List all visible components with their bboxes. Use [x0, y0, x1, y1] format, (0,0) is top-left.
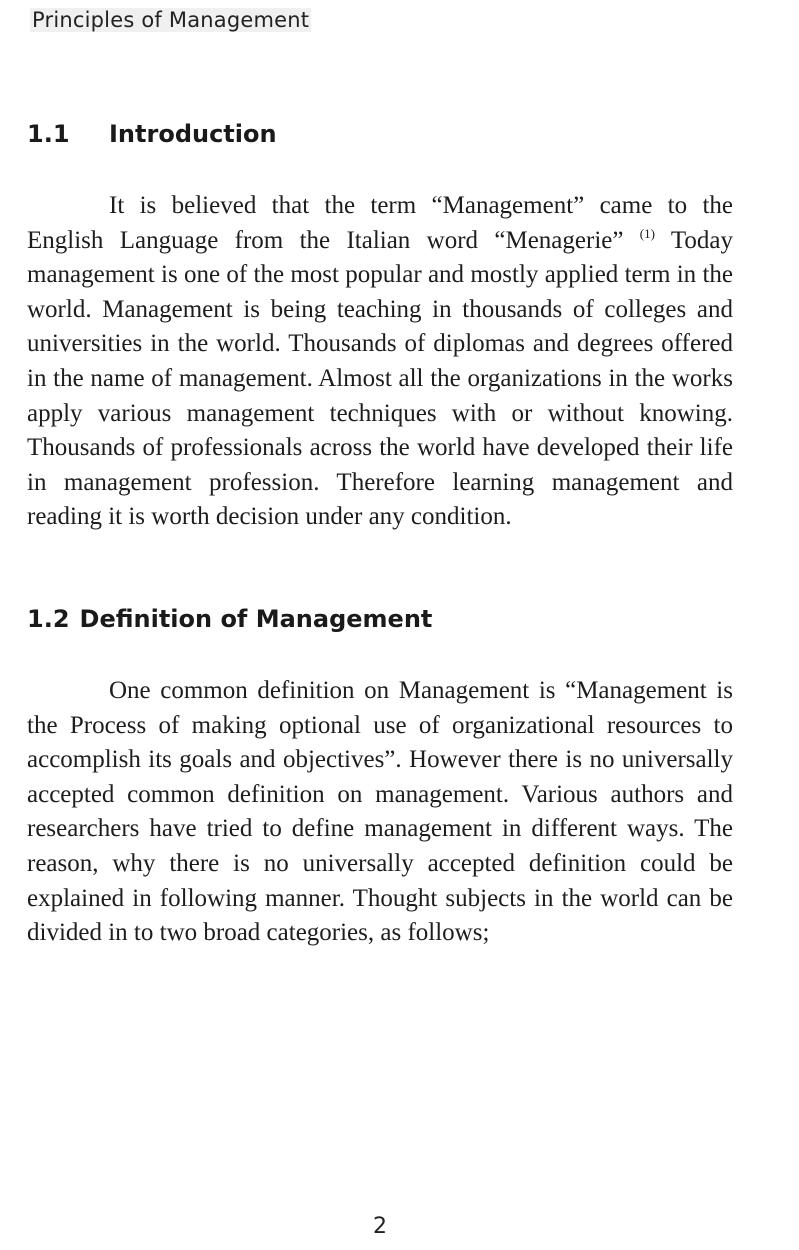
section-title: Introduction [109, 120, 277, 148]
definition-paragraph: One common definition on Management is “Management is the Process of making optional use of organizational resources to accomplish its goals and objectives”. However there is no universally accepted common definition on management. Various authors and researchers have tried to define management in different ways. The reason, why there is no universally accepted definition could be explained in following manner. Thought subjects in the world can be divided in to two broad categories, as follows; [27, 677, 733, 947]
running-header: Principles of Management [32, 8, 310, 32]
section-title: Definition of Management [79, 605, 433, 633]
footnote-reference: (1) [639, 225, 655, 241]
section-number: 1.2 [27, 605, 70, 633]
section-heading-introduction [27, 120, 277, 148]
section-number: 1.1 [27, 120, 70, 148]
page-number: 2 [373, 1214, 387, 1239]
paragraph-text-after-ref: Today management is one of the most popular and mostly applied term in the world. Management is being teaching in thousands of colleges and universities in the world. Thousands of diplomas and degrees offered in the name of management. Almost all the organizations in the works apply various management techniques with or without knowing. Thousands of professionals across the world have developed their life in management profession. Therefore learning management and reading it is worth decision under any condition. [27, 226, 733, 531]
paragraph-text-before-ref: It is believed that the term “Management” came to the English Language from the Italian word “Menagerie” [27, 192, 733, 254]
section-heading-definition [27, 605, 432, 633]
introduction-paragraph [27, 189, 733, 535]
